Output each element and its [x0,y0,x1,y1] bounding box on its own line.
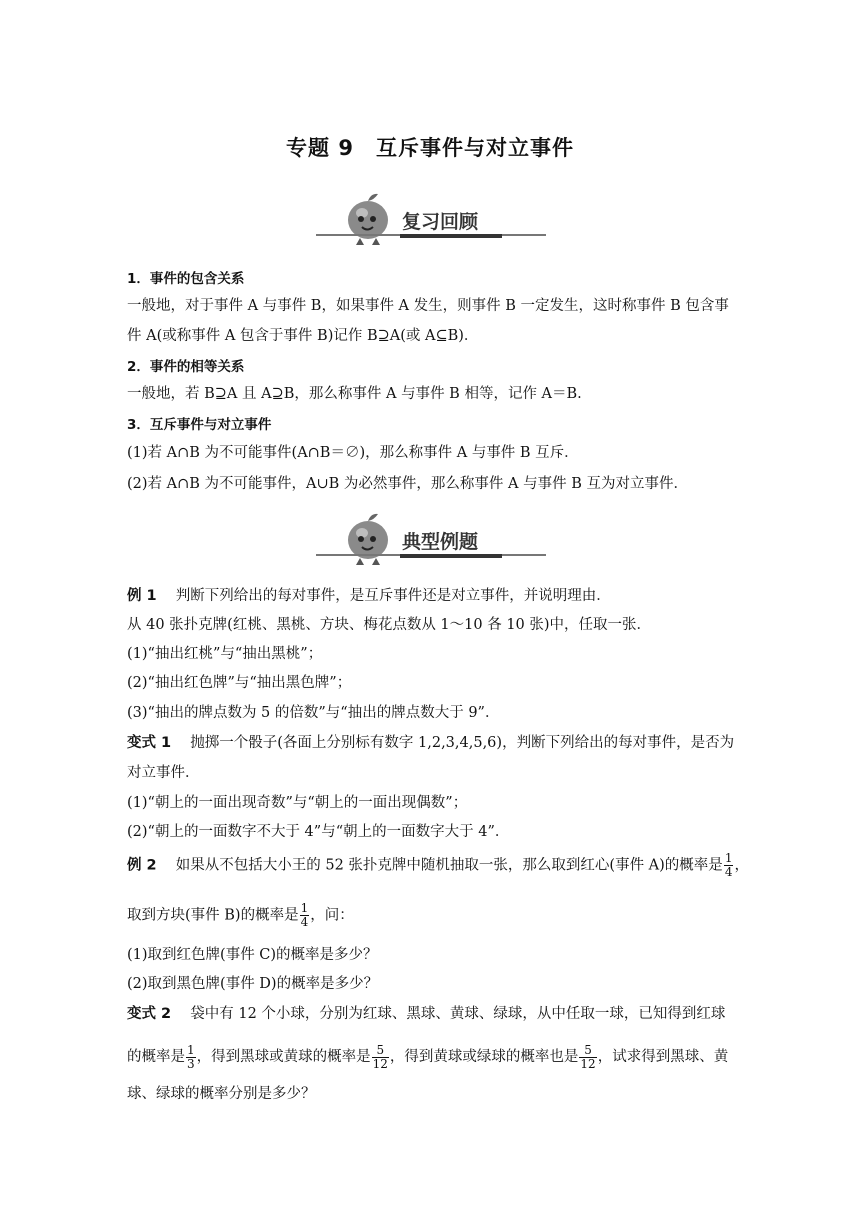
banner-examples-label: 典型例题 [402,531,479,553]
example-1-line-3: (1)“抽出红桃”与“抽出黑桃”； [127,646,323,662]
variant-1-line-2: 对立事件． [127,765,200,781]
example-1-line-5: (3)“抽出的牌点数为 5 的倍数”与“抽出的牌点数大于 9”． [127,705,500,721]
review-heading-2: 2．事件的相等关系 [127,359,245,375]
section-banner-review [316,188,546,248]
review-text-3b: (2)若 A∩B 为不可能事件，A∪B 为必然事件，那么称事件 A 与事件 B 互为对立事件． [127,476,688,492]
variant-2-line-3: 球、绿球的概率分别是多少？ [127,1086,316,1102]
fraction: $\frac{1}{4}$ [724,851,733,879]
section-banner-examples [316,508,546,568]
variant-1-line-4: (2)“朝上的一面数字不大于 4”与“朝上的一面数字大于 4”． [127,824,510,840]
page-title: 专题 9 互斥事件与对立事件 [286,136,574,160]
banner-review-label: 复习回顾 [402,211,479,233]
review-text-3a: (1)若 A∩B 为不可能事件(A∩B＝∅)，那么称事件 A 与事件 B 互斥． [127,445,579,461]
example-1: 例 1 判断下列给出的每对事件，是互斥事件还是对立事件，并说明理由． [127,588,611,604]
example-2-line-3: (1)取到红色牌(事件 C)的概率是多少？ [127,947,378,963]
example-1-line-4: (2)“抽出红色牌”与“抽出黑色牌”； [127,675,352,691]
review-text-1b: 件 A(或称事件 A 包含于事件 B)记作 B⊇A(或 A⊆B)． [127,328,479,344]
example-1-line-2: 从 40 张扑克牌(红桃、黑桃、方块、梅花点数从 1～10 各 10 张)中，任取一张． [127,617,652,633]
variant-1: 变式 1 抛掷一个骰子(各面上分别标有数字 1,2,3,4,5,6)，判断下列给出的每对事件，是否为 [127,735,735,751]
fraction: $\frac{1}{4}$ [300,901,309,929]
example-2: 例 2 如果从不包括大小王的 52 张扑克牌中随机抽取一张，那么取到红心(事件 A)的概率是 $\frac{1}{4}$ ， [127,851,749,879]
variant-2-label: 变式 2 [127,1006,172,1022]
variant-1-label: 变式 1 [127,735,172,751]
fraction: $\frac{5}{12}$ [372,1042,388,1071]
review-heading-1: 1．事件的包含关系 [127,271,245,287]
example-1-label: 例 1 [127,588,157,604]
variant-1-line-3: (1)“朝上的一面出现奇数”与“朝上的一面出现偶数”； [127,795,468,811]
fraction: $\frac{1}{3}$ [187,1042,195,1071]
variant-2-line-2: 的概率是 $\frac{1}{3}$ ，得到黑球或黄球的概率是 $\frac{5}{12}$ ，得到黄球或绿球的概率也是 $\frac{5}{12}$ ，试求得到黑球、黄 [127,1042,729,1071]
review-heading-3: 3．互斥事件与对立事件 [127,417,272,433]
variant-2: 变式 2 袋中有 12 个小球，分别为红球、黑球、黄球、绿球，从中任取一球，已知得到红球 [127,1006,726,1022]
example-2-line-2: 取到方块(事件 B)的概率是 $\frac{1}{4}$ ，问： [127,901,354,929]
example-2-label: 例 2 [127,857,157,874]
apple-mascot-icon [338,508,398,568]
review-text-2a: 一般地，若 B⊇A 且 A⊇B，那么称事件 A 与事件 B 相等，记作 A＝B. [127,386,582,402]
apple-mascot-icon [338,188,398,248]
example-2-line-4: (2)取到黑色牌(事件 D)的概率是多少？ [127,976,379,992]
fraction: $\frac{5}{12}$ [580,1042,596,1071]
review-text-1a: 一般地，对于事件 A 与事件 B，如果事件 A 发生，则事件 B 一定发生，这时称事件 B 包含事 [127,298,729,314]
